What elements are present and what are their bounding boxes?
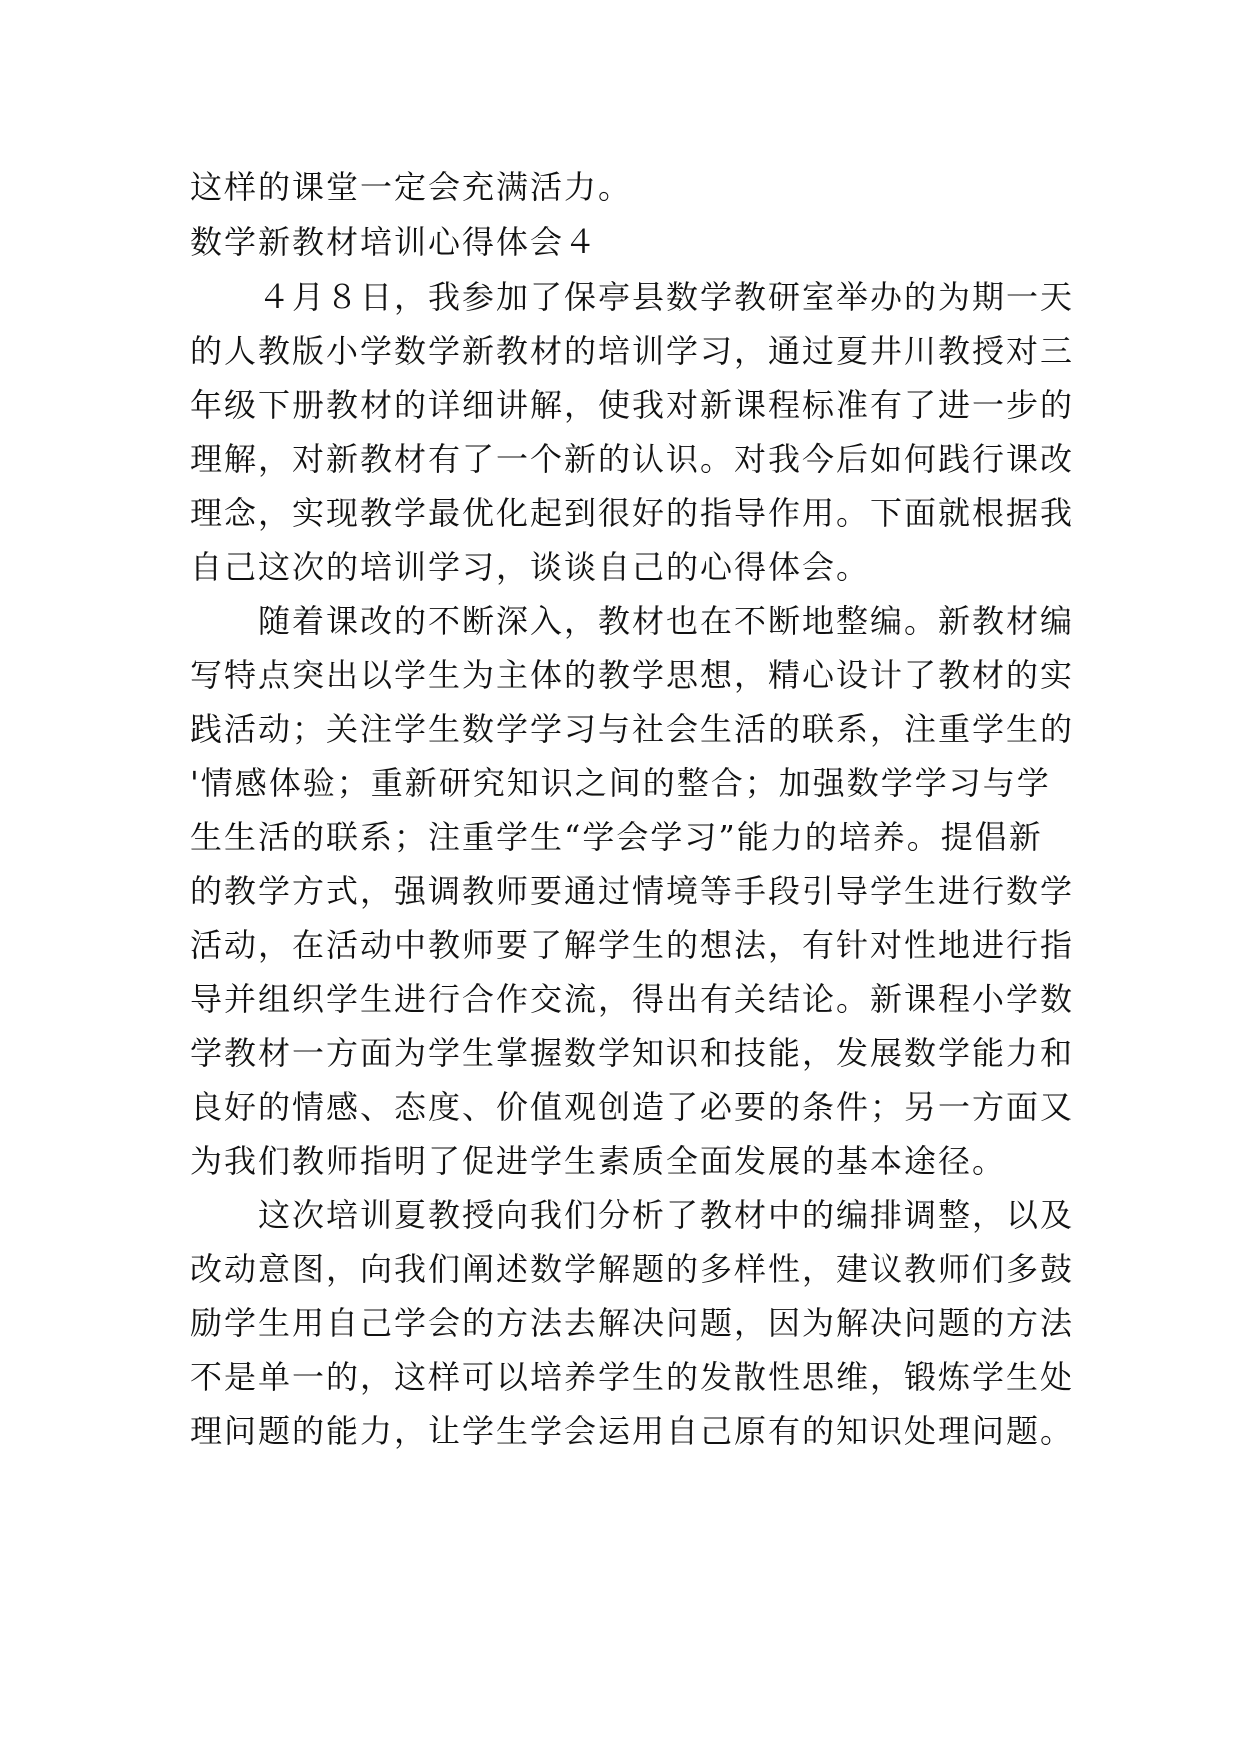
paragraph-line: 理念，实现教学最优化起到很好的指导作用。下面就根据我 xyxy=(190,494,1075,532)
paragraph-line: 为我们教师指明了促进学生素质全面发展的基本途径。 xyxy=(190,1142,1007,1180)
paragraph-line: 学教材一方面为学生掌握数学知识和技能，发展数学能力和 xyxy=(190,1034,1075,1072)
paragraph-line: 活动，在活动中教师要了解学生的想法，有针对性地进行指 xyxy=(190,926,1075,964)
document-body xyxy=(190,160,1075,1458)
paragraph-line: 随着课改的不断深入，教材也在不断地整编。新教材编 xyxy=(190,602,1075,640)
paragraph-line: 写特点突出以学生为主体的教学思想，精心设计了教材的实 xyxy=(190,656,1075,694)
paragraph-line: 的教学方式，强调教师要通过情境等手段引导学生进行数学 xyxy=(190,872,1075,910)
paragraph-line: 生生活的联系；注重学生“学会学习”能力的培养。提倡新 xyxy=(190,818,1043,856)
paragraph-line: 年级下册教材的详细讲解，使我对新课程标准有了进一步的 xyxy=(190,386,1075,424)
section-heading: 数学新教材培训心得体会４ xyxy=(190,223,599,261)
paragraph-line: 自己这次的培训学习，谈谈自己的心得体会。 xyxy=(190,548,871,586)
paragraph-line: 践活动；关注学生数学学习与社会生活的联系，注重学生的 xyxy=(190,710,1075,748)
paragraph-line: '情感体验；重新研究知识之间的整合；加强数学学习与学 xyxy=(190,764,1051,802)
paragraph-line: 这样的课堂一定会充满活力。 xyxy=(190,168,633,206)
paragraph-line: 不是单一的，这样可以培养学生的发散性思维，锻炼学生处 xyxy=(190,1358,1075,1396)
paragraph-line: 改动意图，向我们阐述数学解题的多样性，建议教师们多鼓 xyxy=(190,1250,1075,1288)
paragraph-line: 导并组织学生进行合作交流，得出有关结论。新课程小学数 xyxy=(190,980,1075,1018)
paragraph-line: 的人教版小学数学新教材的培训学习，通过夏井川教授对三 xyxy=(190,332,1075,370)
paragraph-line: 良好的情感、态度、价值观创造了必要的条件；另一方面又 xyxy=(190,1088,1075,1126)
paragraph-line: 理问题的能力，让学生学会运用自己原有的知识处理问题。 xyxy=(190,1412,1075,1450)
paragraph-line: ４月８日，我参加了保亭县数学教研室举办的为期一天 xyxy=(190,278,1075,316)
paragraph-line: 励学生用自己学会的方法去解决问题，因为解决问题的方法 xyxy=(190,1304,1075,1342)
paragraph-line: 理解，对新教材有了一个新的认识。对我今后如何践行课改 xyxy=(190,440,1075,478)
paragraph-line: 这次培训夏教授向我们分析了教材中的编排调整，以及 xyxy=(190,1196,1075,1234)
